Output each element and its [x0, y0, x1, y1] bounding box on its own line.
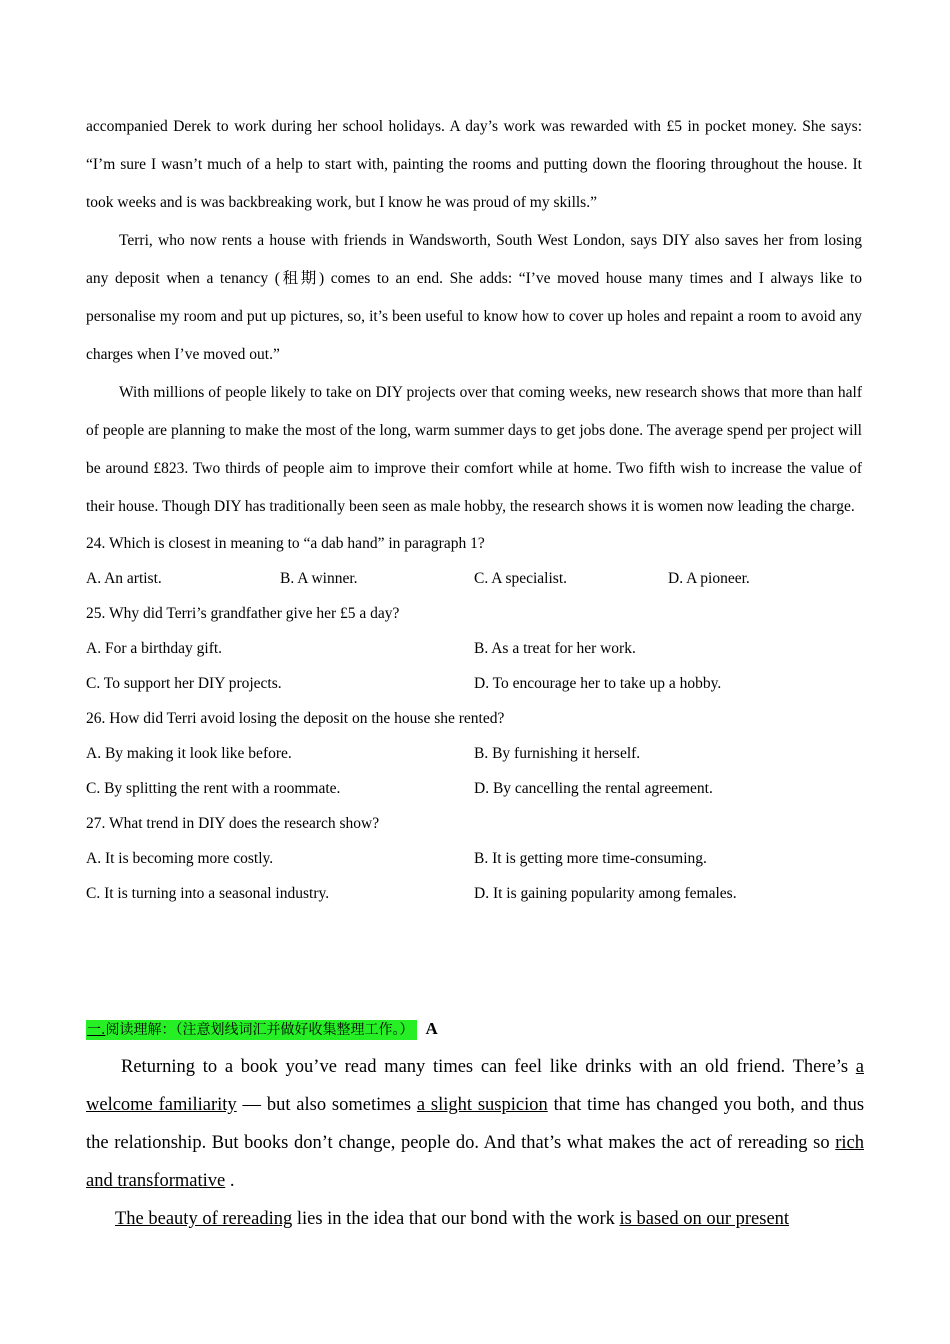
question-26 [86, 701, 862, 806]
options-row [86, 666, 862, 701]
text-run: . [229, 1171, 235, 1191]
option-c: C. To support her DIY projects. [86, 675, 282, 692]
paragraph-2: Terri, who now rents a house with friends in Wandsworth, South West London, says DIY also saves her from losing any deposit when a tenancy (租期) comes to an end. She adds: “I’ve moved house many times and I always like to personalise my room and put up pictures, so, it’s been useful to know how to cover up holes and repaint a room to avoid any charges when I’ve moved out.” [86, 232, 862, 363]
option-a: A. An artist. [86, 570, 162, 587]
options-row [86, 561, 862, 596]
option-d: D. To encourage her to take up a hobby. [474, 675, 722, 692]
question-text: 27. What trend in DIY does the research show? [86, 815, 380, 832]
option-d: D. By cancelling the rental agreement. [474, 780, 713, 797]
underlined-phrase: a slight suspicion [416, 1095, 548, 1115]
text-run: that time has changed you both, and thus the relationship. But books don’t change, people do. And that’s what makes the act of rereading so [86, 1095, 865, 1153]
question-24 [86, 526, 862, 596]
text-run: Returning to a book you’ve read many times can feel like drinks with an old friend. There’s [121, 1057, 849, 1077]
question-text: 26. How did Terri avoid losing the deposit on the house she rented? [86, 710, 505, 727]
options-row [86, 736, 862, 771]
options-row [86, 631, 862, 666]
passage-a-paragraph-1 [86, 1048, 864, 1200]
option-b: B. By furnishing it herself. [474, 745, 641, 762]
option-c: C. By splitting the rent with a roommate. [86, 780, 341, 797]
underlined-phrase: rich and transformative [86, 1133, 865, 1191]
section-number: 一. [87, 1022, 106, 1038]
option-a: A. For a birthday gift. [86, 640, 223, 657]
options-row [86, 771, 862, 806]
underlined-phrase: The beauty of rereading [115, 1209, 293, 1229]
text-run: — but also sometimes [242, 1095, 412, 1115]
option-d: D. It is gaining popularity among females. [474, 885, 737, 902]
question-text: 25. Why did Terri’s grandfather give her £5 a day? [86, 605, 400, 622]
text-run: lies in the idea that our bond with the work [296, 1209, 615, 1229]
paragraph-1: accompanied Derek to work during her school holidays. A day’s work was rewarded with £5 in pocket money. She says: “I’m sure I wasn’t much of a help to start with, painting the rooms and putting down the flooring throughout the house. It took weeks and is was backbreaking work, but I know he was proud of my skills.” [86, 118, 862, 211]
option-b: B. A winner. [280, 570, 358, 587]
option-b: B. As a treat for her work. [474, 640, 636, 657]
options-row [86, 876, 862, 911]
question-27 [86, 806, 862, 911]
underlined-phrase: a welcome familiarity [86, 1057, 864, 1115]
passage-a [86, 1048, 864, 1238]
section-title-highlight [86, 1020, 417, 1040]
section-title: 阅读理解：（注意划线词汇并做好收集整理工作。） [105, 1022, 414, 1038]
passage-a-paragraph-2 [86, 1200, 864, 1238]
question-25 [86, 596, 862, 701]
paragraph-3: With millions of people likely to take on DIY projects over that coming weeks, new research shows that more than half of people are planning to make the most of the long, warm summer days to get jobs done. The average spend per project will be around £823. Two thirds of people aim to improve their comfort while at home. Two fifth wish to increase the value of their house. Though DIY has traditionally been seen as male hobby, the research shows it is women now leading the charge. [86, 384, 862, 515]
option-c: C. It is turning into a seasonal industry. [86, 885, 330, 902]
option-b: B. It is getting more time-consuming. [474, 850, 707, 867]
option-d: D. A pioneer. [668, 570, 750, 587]
option-c: C. A specialist. [474, 570, 567, 587]
option-a: A. By making it look like before. [86, 745, 292, 762]
options-row [86, 841, 862, 876]
passage-letter: A [425, 1019, 438, 1038]
section-heading [86, 1017, 438, 1041]
option-a: A. It is becoming more costly. [86, 850, 274, 867]
question-text: 24. Which is closest in meaning to “a dab hand” in paragraph 1? [86, 535, 485, 552]
passage-top [86, 108, 862, 911]
underlined-phrase: is based on our present [619, 1209, 790, 1229]
